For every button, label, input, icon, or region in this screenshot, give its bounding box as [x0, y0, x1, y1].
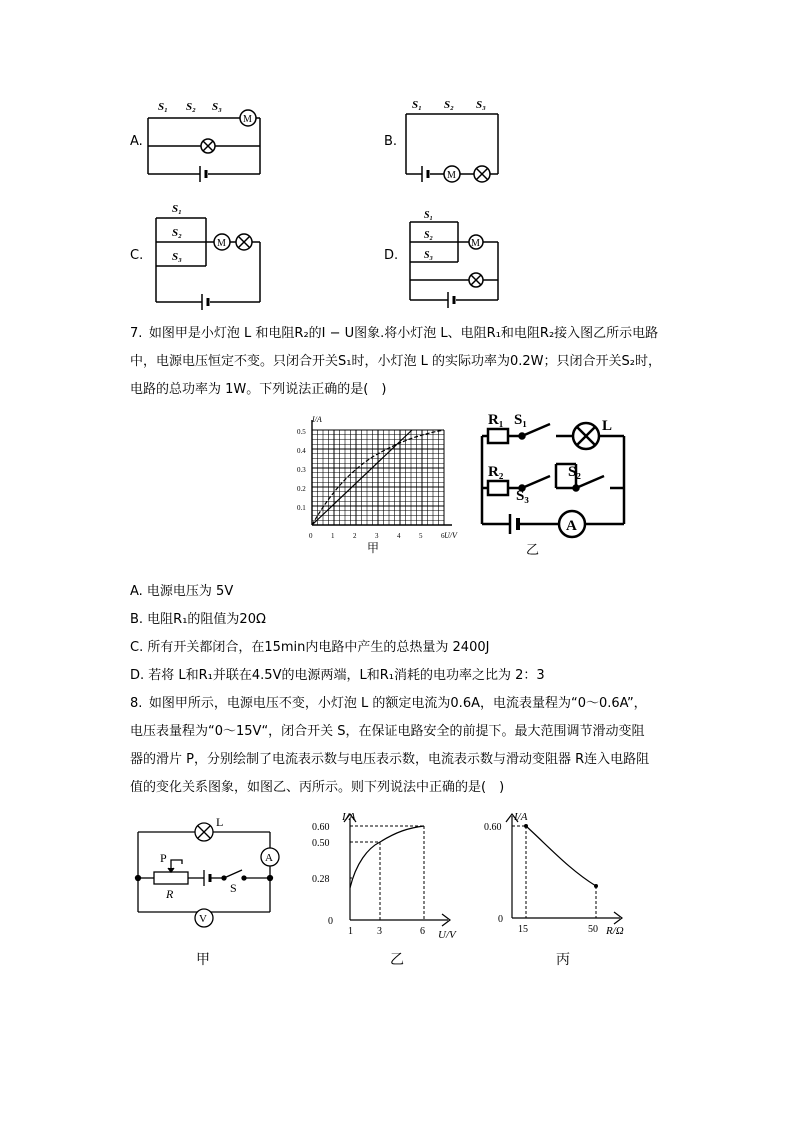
svg-text:50: 50: [588, 924, 598, 935]
q8-circuit-jia: [130, 812, 290, 972]
svg-text:1: 1: [331, 532, 335, 540]
svg-text:U/V: U/V: [444, 531, 457, 540]
svg-text:0.60: 0.60: [484, 822, 502, 833]
svg-text:S₂: S₂: [186, 101, 196, 113]
svg-text:甲: 甲: [367, 541, 380, 555]
q7-circuit-yi: [476, 404, 636, 560]
svg-text:A: A: [265, 852, 273, 864]
svg-text:M: M: [217, 238, 226, 249]
q7-option-a[interactable]: A. 电源电压为 5V: [130, 584, 234, 599]
svg-text:L: L: [216, 815, 224, 829]
svg-text:0.28: 0.28: [312, 874, 330, 885]
svg-text:丙: 丙: [556, 953, 570, 968]
svg-text:P: P: [160, 851, 167, 865]
svg-text:I/A: I/A: [342, 811, 356, 823]
svg-text:2: 2: [353, 532, 357, 540]
svg-text:M: M: [471, 238, 480, 249]
svg-text:6: 6: [441, 532, 445, 540]
circuit-b-diagram: [398, 94, 508, 186]
svg-text:R₁: R₁: [488, 412, 504, 428]
svg-text:I/A: I/A: [312, 415, 322, 424]
q8-stem-line4: 值的变化关系图象，如图乙、丙所示。则下列说法中正确的是( ): [130, 780, 505, 795]
svg-text:S₁: S₁: [172, 203, 182, 215]
q8-stem-line1: 8. 如图甲所示，电源电压不变，小灯泡 L 的额定电流为0.6A，电流表量程为“0～0.6A”，: [130, 696, 647, 711]
svg-text:S₃: S₃: [424, 250, 434, 261]
q7-iu-graph: [292, 410, 462, 560]
svg-text:S₁: S₁: [412, 99, 422, 111]
svg-text:0.2: 0.2: [297, 485, 306, 493]
option-d-label: D.: [384, 248, 399, 263]
svg-text:0: 0: [309, 532, 313, 540]
svg-text:S₁: S₁: [158, 101, 168, 113]
svg-text:R₂: R₂: [488, 464, 504, 480]
svg-text:L: L: [602, 418, 613, 434]
svg-text:S₂: S₂: [172, 227, 182, 239]
svg-text:R/Ω: R/Ω: [606, 925, 624, 937]
svg-text:S₃: S₃: [516, 488, 529, 504]
svg-text:0.3: 0.3: [297, 466, 306, 474]
option-c-label: C.: [130, 248, 144, 263]
svg-text:0.1: 0.1: [297, 504, 306, 512]
q7-stem-line2: 中，电源电压恒定不变。只闭合开关S₁时，小灯泡 L 的实际功率为0.2W；只闭合开关S₂时，: [130, 354, 661, 369]
q8-ir-graph: [480, 808, 640, 973]
circuit-d-diagram: [402, 204, 512, 308]
svg-text:A: A: [566, 518, 577, 534]
svg-text:5: 5: [419, 532, 423, 540]
q8-stem-line2: 电压表量程为“0～15V“，闭合开关 S，在保证电路安全的前提下。最大范围调节滑动变阻: [130, 724, 645, 739]
q8-iu-graph: [308, 808, 468, 973]
option-a-label: A.: [130, 134, 143, 149]
svg-text:I/A: I/A: [514, 811, 528, 823]
svg-text:S₃: S₃: [212, 101, 222, 113]
svg-text:1: 1: [348, 926, 353, 937]
svg-text:S₃: S₃: [476, 99, 486, 111]
svg-text:6: 6: [420, 926, 425, 937]
svg-text:M: M: [447, 170, 456, 181]
svg-text:S₂: S₂: [424, 230, 434, 241]
svg-text:15: 15: [518, 924, 528, 935]
option-b-label: B.: [384, 134, 398, 149]
circuit-a-diagram: [140, 96, 270, 186]
svg-text:M: M: [243, 114, 252, 125]
svg-text:R: R: [166, 887, 174, 901]
q8-stem-line3: 器的滑片 P，分别绘制了电流表示数与电压表示数，电流表示数与滑动变阻器 R连入电路阻: [130, 752, 650, 767]
svg-text:0.50: 0.50: [312, 838, 330, 849]
svg-text:S₂: S₂: [444, 99, 454, 111]
q7-option-b[interactable]: B. 电阻R₁的阻值为20Ω: [130, 612, 266, 627]
svg-text:0: 0: [498, 914, 503, 925]
svg-text:0.60: 0.60: [312, 822, 330, 833]
q7-option-c[interactable]: C. 所有开关都闭合，在15min内电路中产生的总热量为 2400J: [130, 640, 490, 655]
svg-text:V: V: [199, 913, 207, 925]
svg-text:甲: 甲: [196, 953, 210, 968]
svg-text:3: 3: [377, 926, 382, 937]
svg-text:S₁: S₁: [424, 210, 434, 221]
svg-text:S₁: S₁: [514, 412, 527, 428]
q7-option-d[interactable]: D. 若将 L和R₁并联在4.5V的电源两端，L和R₁消耗的电功率之比为 2：3: [130, 668, 545, 683]
svg-text:0.4: 0.4: [297, 447, 306, 455]
svg-text:0.5: 0.5: [297, 428, 306, 436]
svg-text:S₃: S₃: [172, 251, 182, 263]
svg-text:U/V: U/V: [438, 929, 456, 941]
circuit-c-diagram: [148, 200, 268, 310]
svg-text:4: 4: [397, 532, 401, 540]
q7-stem-line1: 7. 如图甲是小灯泡 L 和电阻R₂的I − U图象.将小灯泡 L、电阻R₁和电阻R₂接入图乙所示电路: [130, 326, 659, 341]
svg-text:S₂: S₂: [568, 464, 581, 480]
svg-text:3: 3: [375, 532, 379, 540]
svg-text:乙: 乙: [526, 542, 540, 557]
svg-text:S: S: [230, 881, 237, 895]
svg-text:0: 0: [328, 916, 333, 927]
svg-text:乙: 乙: [390, 953, 404, 968]
q7-stem-line3: 电路的总功率为 1W。下列说法正确的是( ): [130, 382, 387, 397]
